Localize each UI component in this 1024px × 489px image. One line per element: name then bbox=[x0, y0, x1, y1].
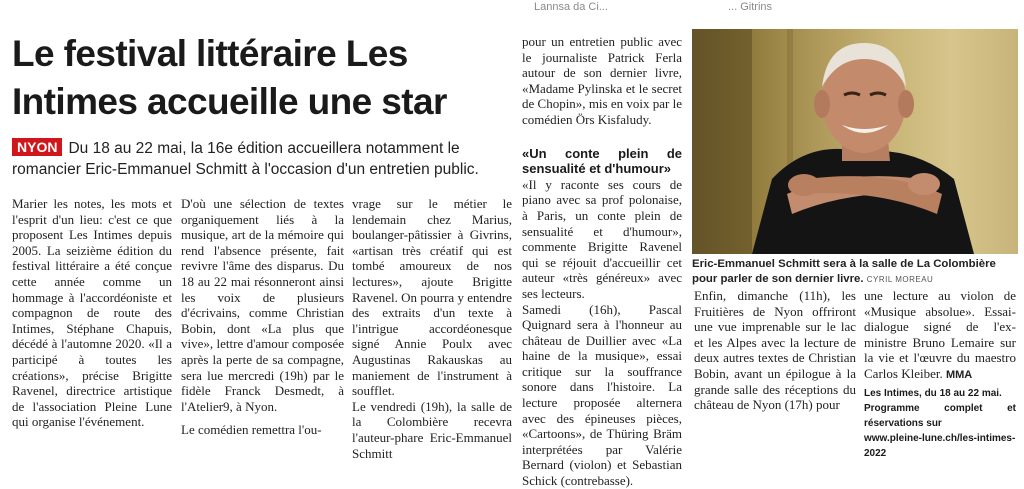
event-info bbox=[864, 386, 1016, 461]
paragraph: «Il y raconte ses cours de piano avec sa prof polonaise, à Paris, un conte plein de sensualité et d'humour», commente Brigitte Ravenel qui se réjouit d'accueillir cet auteur «très généreux» avec ses lecteurs. bbox=[522, 176, 682, 301]
text-column-6 bbox=[864, 288, 1016, 461]
photo-caption bbox=[692, 257, 1018, 287]
author-photo bbox=[692, 29, 1018, 254]
top-strip-left-text: Lannsa da Ci... bbox=[534, 1, 608, 13]
article-headline: Le festival littéraire Les Intimes accueille une star bbox=[12, 33, 447, 122]
paragraph: Le comédien remettra l'ou- bbox=[181, 422, 322, 438]
paragraph: pour un entretien public avec le journaliste Patrick Ferla autour de son dernier livre, «Madame Pylinska et le secret de Chopin», mis en voix par le comédien Örs Kisfaludy. bbox=[522, 34, 682, 127]
paragraph: vrage sur le métier le lendemain chez Marius, boulanger-pâtissier à Givrins, «artisan très créatif qui est tombé amoureux de nos lectures», ajoute Brigitte Ravenel. On pourra y entendre des extraits d'un texte à l'intrigue accordéonesque signé Annie Poulx avec Augustinas Rakauskas au maniement de l'instrument à soufflet. bbox=[352, 196, 512, 399]
text-column-3 bbox=[352, 196, 512, 461]
top-strip-right-text: ... Gitrins bbox=[728, 1, 773, 13]
author-signature: MMA bbox=[945, 368, 973, 381]
website-url: www.pleine-lune.ch/les-intimes-2022 bbox=[864, 432, 1016, 459]
location-kicker: NYON bbox=[12, 138, 62, 156]
subheading: «Un conte plein de sensualité et d'humour» bbox=[522, 145, 682, 177]
text-column-4 bbox=[522, 34, 682, 489]
paragraph: Marier les notes, les mots et l'esprit d'un lieu: c'est ce que proposent Les Intimes depuis 2005. La seizième édition du festival littéraire a été conçue cette année comme un hommage à l'accordéoniste et compagnon de route des Intimes, Stéphane Chapuis, décédé à l'automne 2020. «Il a participé à toutes les créations», précise Brigitte Ravenel, directrice artistique de l'association Pleine Lune qui organise l'événement. bbox=[12, 196, 172, 430]
program-note: Programme complet et réservations sur bbox=[864, 402, 1016, 429]
paragraph: Enfin, dimanche (11h), les Fruitières de Nyon offriront une vue imprenable sur le lac et les Alpes avec la lecture de deux autres textes de Christian Bobin, avant un épilogue à la grande salle des réceptions du château de Nyon (17h) pour bbox=[694, 288, 856, 413]
caption-text: Eric-Emmanuel Schmitt sera à la salle de La Colombière pour parler de son dernier livre. bbox=[692, 258, 996, 285]
article-lead bbox=[12, 138, 512, 180]
paragraph: D'où une sélection de textes organiquement liés à la musique, art de la mémoire qui rend l'absence présente, fait revivre l'âme des disparus. Du 18 au 22 mai résonneront ainsi les voix de plusieurs d'écrivains, comme Christian Bobin, dont «La plus que vive», lettre d'amour composée après la perte de sa compagne, sera lue mercredi (19h) par le fidèle Franck Desmedt, à l'Atelier9, à Nyon. bbox=[181, 196, 344, 414]
paragraph: Samedi (16h), Pascal Quignard sera à l'honneur au château de Duillier avec «La haine de la musique», essai critique sur la souffrance sonore dans l'histoire. La lecture proposée alternera avec des épineuses pièces, «Cartoons», de Thüring Bräm interprétées par Valérie Bernard (violon) et Sebastian Schick (contrebasse). bbox=[522, 301, 682, 489]
portrait-illustration bbox=[692, 29, 1018, 254]
event-dates: Les Intimes, du 18 au 22 mai. bbox=[864, 387, 1002, 399]
text-column-2 bbox=[181, 196, 344, 438]
paragraph bbox=[864, 288, 1016, 384]
top-strip bbox=[520, 0, 1024, 18]
lead-text: Du 18 au 22 mai, la 16e édition accueillera notamment le romancier Eric-Emmanuel Schmitt à l'occasion d'un entretien public. bbox=[12, 140, 479, 178]
photo-credit: CYRIL MOREAU bbox=[866, 275, 934, 284]
text-column-5 bbox=[694, 288, 856, 413]
paragraph: Le vendredi (19h), la salle de la Colombière recevra l'auteur-phare Eric-Emmanuel Schmitt bbox=[352, 398, 512, 461]
text-column-1 bbox=[12, 196, 172, 430]
paragraph-text: une lecture au violon de «Musique absolue». Essai-dialogue signé de l'ex-ministre Bruno Lemaire sur la vie et l'œuvre du maestro Carlos Kleiber. bbox=[864, 288, 1016, 381]
